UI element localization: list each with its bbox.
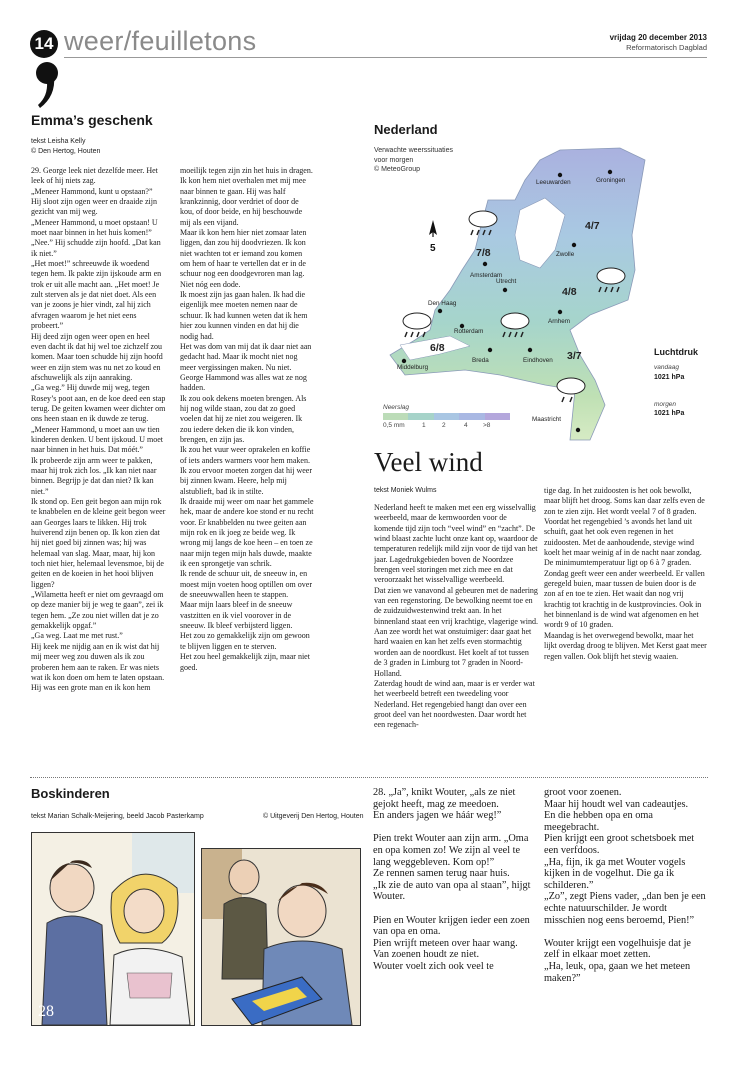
header-rule [64,57,707,58]
emma-credit-author: tekst Leisha Kelly [31,138,86,145]
emma-title: Emma’s geschenk [31,112,153,128]
boskinderen-column-2: groot voor zoenen. Maar hij houdt wel van cadeautjes. En die hebben opa en oma meegebracht. Pien krijgt een groot schetsboek met een verfdoos. „Ha, fijn, ik ga met Wouter vogels kijken in de vogelhut. Die ga ik schilderen.” „Zo”, zegt Piens vader, „dan ben je een echte natuurschilder. Je wordt misschien nog eens beroemd, Pien!” Wouter krijgt een vogelhuisje dat je zelf in elkaar moet zetten. „Ha, leuk, opa, gaan we het meteen maken?” [544,787,706,984]
city-dot-zwolle [572,243,576,247]
section-title: weer/feuilletons [64,26,257,56]
city-label: Zwolle [556,251,575,258]
city-dot-den-haag [438,309,442,313]
city-dot-breda [488,348,492,352]
legend-tick: >8 [483,422,491,429]
temp-label: 7/8 [476,247,491,259]
issue-date: vrijdag 20 december 2013 [609,33,707,42]
city-dot-utrecht [503,288,507,292]
city-dot-leeuwarden [558,173,562,177]
city-dot-middelburg [402,359,406,363]
boskinderen-credit: tekst Marian Schalk-Meijering, beeld Jacob Pasterkamp [31,813,204,820]
legend-tick: 1 [422,422,426,429]
pressure-tomorrow-value: 1021 hPa [654,410,685,417]
legend-title: Neerslag [383,404,410,411]
city-label: Rotterdam [454,328,484,335]
boskinderen-title: Boskinderen [31,786,110,801]
city-label: Den Haag [428,300,457,307]
temp-label: 4/7 [585,220,600,232]
section-divider [30,777,708,778]
city-label: Breda [472,357,489,364]
pressure-title: Luchtdruk [654,347,698,357]
city-label: Arnhem [548,318,571,325]
city-label: Amsterdam [470,272,503,279]
pressure-today-value: 1021 hPa [654,374,685,381]
city-label: Groningen [596,177,626,184]
comic-panel-2 [201,848,361,1026]
temp-label: 4/8 [562,286,577,298]
map-title: Nederland [374,122,438,137]
boskinderen-column-1: 28. „Ja”, knikt Wouter, „als ze niet gejokt heeft, mag ze meedoen. En anders jagen we háár weg!” Pien trekt Wouter aan zijn arm. „Oma en opa komen zo! We zijn al veel te lang weggebleven. Kom op!” Ze rennen samen terug naar huis. „Ik zie de auto van opa al staan”, hijgt Wouter. Pien en Wouter krijgen ieder een zoen van opa en oma. Pien wrijft meteen over haar wang. Van zoenen houdt ze niet. Wouter voelt zich ook veel te [373,787,531,972]
legend-swatch [485,413,510,420]
netherlands-land [390,148,645,440]
emma-credit-publisher: © Den Hertog, Houten [31,148,101,155]
comic-illustration-kids [32,833,194,1025]
emma-column-2: moeilijk tegen zijn zin het huis in dragen. Ik kon hem niet overhalen met mij mee naar binnen te gaan. Hij was half krankzinnig, door verdriet of door de kou, of door beide, en hij beschouwde mij als een vijand. Maar ik kon hem hier niet zomaar laten liggen, dan zou hij doodvriezen. Ik kon niet wachten tot er iemand zou komen om hem of haar te vertellen dat er in de schuur nog een doodgevroren man lag. Niet nóg een dode. Ik moest zijn jas gaan halen. Ik had die eigenlijk mee moeten nemen naar de schuur. Ik had kunnen weten dat ik hem hier zou kunnen vinden en dat hij die nodig had. Het was dom van mij dat ik daar niet aan gedacht had. Maar ik mocht niet nog meer vergissingen maken. Nu niet. George Hammond was alles wat ze nog hadden. Ik zou ook dekens moeten brengen. Als hij nog wilde staan, zou dat zo goed voelen dat hij ze niet zou weigeren. Ik zou iedere deken die ik kon vinden, brengen, en zijn jas. Ik zou het vuur weer oprakelen en koffie of iets anders warmers voor hem maken. Ik zou ervoor moeten zorgen dat hij weer bij zinnen kwam. Heere, help mij alstublieft, bad ik in stilte. Ik draaide mij weer om naar het gammele hek, maar de andere koe stond er nu recht voor. Er knabbelden nu twee geiten aan mijn rok en ik joeg ze beide weg. Ik wrong mij langs de koe heen – en toen ze naar mijn tegen mijn hals duwde, maakte ik een sprongetje van schrik. Ik rende de schuur uit, de sneeuw in, en moest mijn voeten hoog optillen om over de sneeuwwallen heen te stappen. Maar mijn laars bleef in de sneeuw vastzitten en ik viel voorover in de sneeuw. Ik bleef verbijsterd liggen. Het zou zo gemakkelijk zijn om gewoon te blijven liggen en te sterven. Het zou heel gemakkelijk zijn, maar niet goed. [180,166,314,672]
city-dot-arnhem [558,310,562,314]
legend-swatch [459,413,484,420]
legend-tick: 4 [464,422,468,429]
panel-number: 28 [38,1003,54,1020]
wind-column-2: tige dag. In het zuidoosten is het ook bewolkt, maar blijft het droog. Soms kan daar zelfs even de zon te zien zijn. Het wordt veelal 7 of 8 graden. Voordat het regengebied ’s avonds het land uit schuift, gaat het ook even regenen in het zuidoosten. Met de aanhoudende, stevige wind koelt het maar weinig af in de nacht naar zondag. De minimumtemperatuur ligt op 6 à 7 graden. Zondag geeft weer een ander weerbeeld. Er vallen geregeld buien, maar tussen de buien door is de zon af en toe te zien. Het waait dan nog vrij krachtig tot krachtig in de kustprovincies. Ook in het binnenland is de wind wat afgenomen en het wordt 9 of 10 graden. Maandag is het overwegend bewolkt, maar het lijkt overdag droog te blijven. Met Kerst gaat meer regen vallen. Ook blijft het stevig waaien. [544,486,707,661]
wind-article-title: Veel wind [374,447,483,477]
map-subtitle: Verwachte weerssituaties voor morgen © MeteoGroup [374,147,453,173]
wind-byline: tekst Moniek Wulms [374,487,437,494]
comma-icon [34,60,64,110]
city-dot-groningen [608,170,612,174]
wind-column-1: Nederland heeft te maken met een erg wisselvallig weerbeeld, maar de kernwoorden voor de komende tijd zijn toch “veel wind” en “zacht”. De wind blaast zachte lucht onze kant op, waardoor de temperaturen redelijk mild zijn voor de tijd van het jaar. Lagedrukgebieden boven de Noordzee brengen veel storingen met zich mee en dat veroorzaakt het wisselvallige weerbeeld. Dat zien we vanavond al gebeuren met de nadering van een regenstoring. De bewolking neemt toe en de zuidzuidwestenwind trekt aan. In het binnenland staat een vrij krachtige, vlagerige wind. Aan zee wordt het wat onstuimiger: daar gaat het hard waaien en kan het zelfs even stormachtig worden aan de noordkust. Het koelt af tot tussen de 3 graden in Limburg tot 7 graden in Noord-Holland. Zaterdag houdt de wind aan, maar is er verder wat het weerbeeld betreft een tweedeling voor Nederland. Het regengebied hangt dan over een groot deel van het noordwesten. Daar wordt het een regenach- [374,503,538,730]
legend-tick: 0,5 mm [383,422,405,429]
pressure-today-label: vandaag [654,364,679,371]
boskinderen-copyright: © Uitgeverij Den Hertog, Houten [263,813,364,820]
city-dot-maastricht [576,428,580,432]
city-dot-amsterdam [483,262,487,266]
wind-force: 5 [430,243,436,254]
pressure-tomorrow-label: morgen [654,401,677,408]
city-label: Maastricht [532,416,562,423]
legend-swatch [383,413,408,420]
legend-swatch [434,413,459,420]
legend-swatch [408,413,433,420]
emma-column-1: 29. George leek niet dezelfde meer. Het leek of hij niets zag. „Meneer Hammond, kunt u opstaan?” Hij sloot zijn ogen weer en draaide zijn gezicht van mij weg. „Meneer Hammond, u moet opstaan! U moet naar binnen in het huis komen!” „Nee.” Hij schudde zijn hoofd. „Dat kan ik niet.” „Het moet!” schreeuwde ik woedend tegen hem. Ik pakte zijn ijskoude arm en trok er uit alle macht aan. „Het moet! Je zult sterven als je dat niet doet. Als een van je zoons je hier vindt, zal hij zich afvragen waarom je het niet eens probeert.” Hij deed zijn ogen weer open en heel even dacht ik dat hij wel toe zichzelf zou komen. Maar toen schudde hij zijn hoofd weer en zijn stem was nu net zo koud en afschuwelijk als zijn aanraking. „Ga weg.” Hij duwde mij weg, tegen Rosey’s poot aan, en de koe deed een stap terug. De geiten kwamen weer dichter om ons heen staan en ik duwde ze terug. „Meneer Hammond, u moet aan uw tien kinderen denken. U bent ijskoud. U moet naar binnen in het huis. Dat móét.” Ik probeerde zijn arm weer te pakken, maar hij trok zich los. „Ik kan niet naar binnen. Begrijp je dat dan niet? Ik kan niet.” Ik stond op. Een geit begon aan mijn rok te knabbelen en de kleine geit begon weer aan Georges laars te likken. Hij trok huiverend zijn benen op. Ik kon zien dat hij niet goed bij zinnen was; hij was helemaal van slag. Maar, maar, hij kon toch niet hier, helemaal levensmoe, bij de geiten en de koeien in het hooi blijven liggen? „Wilametta heeft er niet om gevraagd om op deze manier bij je weg te gaan”, zei ik tegen hem. „Ze zou niet willen dat je zo gemakkelijk opgaf.” „Ga weg. Laat me met rust.” Hij keek me nijdig aan en ik wist dat hij mij meer weg zou duwen als ik zou proberen hem aan te raken. Er was niets wat ik kon doen om hem te laten opstaan. Hij was een grote man en ik kon hem [31,166,166,693]
page-number: 14 [30,30,58,58]
newspaper-name: Reformatorisch Dagblad [626,43,707,52]
city-dot-eindhoven [528,348,532,352]
temp-label: 6/8 [430,342,445,354]
precipitation-legend [383,413,510,420]
legend-tick: 2 [442,422,446,429]
temp-label: 3/7 [567,350,582,362]
city-label: Middelburg [397,364,429,371]
city-label: Leeuwarden [536,179,571,186]
comic-illustration-gifts [202,849,360,1025]
comic-panel-1 [31,832,195,1026]
city-label: Utrecht [496,278,517,285]
city-label: Eindhoven [523,357,553,364]
wind-arrow-icon [429,220,437,254]
